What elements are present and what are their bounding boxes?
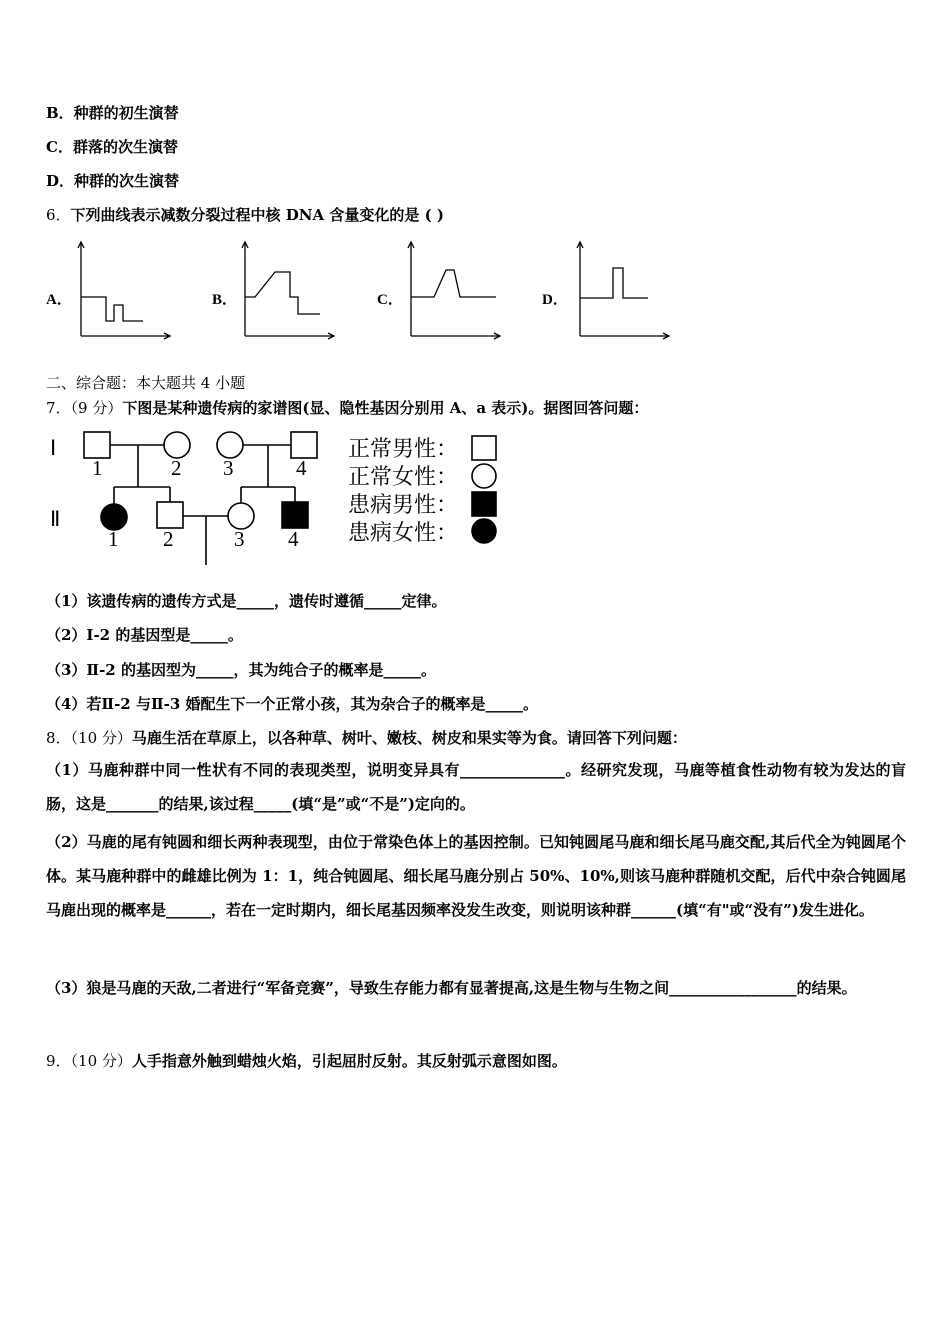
q7-sub-4: （4）若Ⅱ-2 与Ⅱ-3 婚配生下一个正常小孩，其为杂合子的概率是_____。: [46, 695, 538, 713]
gen2-number-1: 1: [108, 527, 119, 551]
question-8-points: （10 分）: [70, 729, 132, 747]
gen1-number-2: 2: [171, 456, 182, 480]
individual-I-2: [164, 432, 190, 458]
gen1-number-4: 4: [296, 456, 307, 480]
individual-II-2: [157, 502, 183, 528]
q6-option-d-label: D．: [542, 292, 568, 308]
option-c-prev: C．群落的次生演替: [46, 138, 178, 156]
legend-normal-female: 正常女性：: [348, 465, 459, 490]
question-6-number: 6．: [46, 206, 71, 224]
individual-I-1: [84, 432, 110, 458]
question-7-points: （9 分）: [70, 399, 123, 417]
q7-sub-2: （2）Ⅰ-2 的基因型是_____。: [46, 626, 243, 644]
question-6-text: 下列曲线表示减数分裂过程中核 DNA 含量变化的是 ( ): [70, 206, 444, 224]
individual-I-4: [291, 432, 317, 458]
q8-part-2: （2）马鹿的尾有钝圆和细长两种表现型，由位于常染色体上的基因控制。已知钝圆尾马鹿和细长尾马鹿交配,其后代全为钝圆尾个体。某马鹿种群中的雌雄比例为 1：1，纯合钝圆尾、细长尾马鹿分别占 50%、10%,则该马鹿种群随机交配，后代中杂合钝圆尾马鹿出现的概率是______，若在一定时期内，细长尾基因频率没发生改变，则说明该种群______(填“有"或“没有”)发生进化。: [46, 833, 906, 919]
individual-II-3: [228, 503, 254, 529]
legend-affected-male-symbol: [472, 492, 496, 516]
gen2-number-3: 3: [234, 527, 245, 551]
q8-part-3: （3）狼是马鹿的天敌,二者进行“军备竞赛”，导致生存能力都有显著提高,这是生物与生物之间_________________的结果。: [46, 979, 857, 997]
option-b-prev: B．种群的初生演替: [46, 104, 179, 122]
question-7-number: 7．: [46, 399, 71, 417]
q6-graph-d: [575, 238, 675, 342]
individual-II-4: [282, 502, 308, 528]
option-d-prev: D．种群的次生演替: [46, 172, 180, 190]
legend-normal-female-symbol: [472, 464, 496, 488]
legend-affected-female-symbol: [472, 519, 496, 543]
q6-graph-c: [406, 238, 506, 342]
question-7-text: 下图是某种遗传病的家谱图(显、隐性基因分别用 A、a 表示)。据图回答问题：: [122, 399, 649, 417]
q6-option-b-label: B．: [212, 292, 238, 308]
question-9-number: 9．: [46, 1052, 71, 1070]
gen1-number-1: 1: [92, 456, 103, 480]
question-8-text: 马鹿生活在草原上，以各种草、树叶、嫩枝、树皮和果实等为食。请回答下列问题：: [131, 729, 687, 747]
section-2-heading: 二、综合题：本大题共 4 小题: [46, 374, 246, 392]
question-8: [46, 727, 687, 748]
individual-I-3: [217, 432, 243, 458]
q6-option-a-label: A．: [46, 292, 72, 308]
q6-graph-a: [76, 238, 176, 342]
legend-affected-female: 患病女性：: [348, 521, 459, 546]
q7-sub-1: （1）该遗传病的遗传方式是_____，遗传时遵循_____定律。: [46, 592, 447, 610]
pedigree-chart: [46, 425, 516, 570]
q6-option-c-label: C．: [377, 292, 403, 308]
question-9: [46, 1050, 567, 1071]
question-9-points: （10 分）: [70, 1052, 132, 1070]
gen2-number-2: 2: [163, 527, 174, 551]
legend-normal-male-symbol: [472, 436, 496, 460]
generation-2-label: Ⅱ: [50, 507, 61, 531]
legend-normal-male: 正常男性：: [348, 437, 459, 462]
question-6: [46, 204, 444, 225]
generation-1-label: Ⅰ: [50, 436, 57, 460]
question-9-text: 人手指意外触到蜡烛火焰，引起屈肘反射。其反射弧示意图如图。: [131, 1052, 567, 1070]
legend-affected-male: 患病男性：: [348, 493, 459, 518]
question-7: [46, 397, 648, 418]
question-8-number: 8．: [46, 729, 71, 747]
gen2-number-4: 4: [288, 527, 299, 551]
q7-sub-3: （3）Ⅱ-2 的基因型为_____，其为纯合子的概率是_____。: [46, 661, 436, 679]
q6-graph-b: [240, 238, 340, 342]
gen1-number-3: 3: [223, 456, 234, 480]
q8-part-1: （1）马鹿种群中同一性状有不同的表现类型，说明变异具有______________。经研究发现，马鹿等植食性动物有较为发达的盲肠，这是_______的结果,该过程_____(填“是”或“不是”)定向的。: [46, 761, 906, 813]
